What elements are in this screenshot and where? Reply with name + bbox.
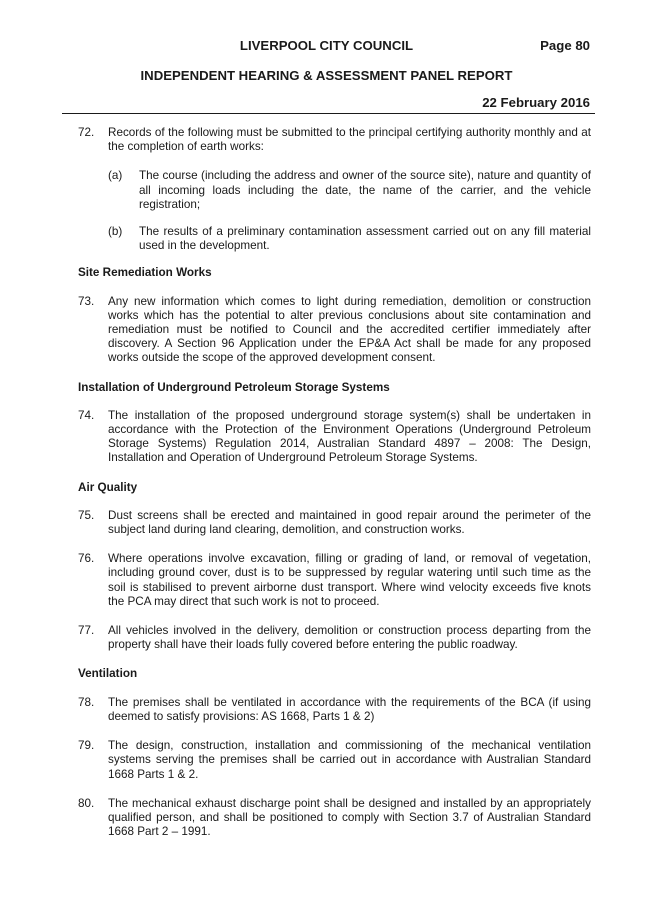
condition-number: 79. — [78, 739, 95, 753]
page-number: Page 80 — [540, 38, 590, 53]
condition-number: 72. — [78, 126, 95, 139]
condition-73 — [78, 295, 591, 366]
condition-text: Where operations involve excavation, filling or grading of land, or removal of vegetation, including ground cover, dust is to be suppressed by regular watering until such time as the soil is stabilised to prevent airborne dust transport. Where wind velocity exceeds five knots the PCA may direct that such work is not to proceed. — [108, 552, 591, 608]
section-heading-air-quality: Air Quality — [78, 480, 138, 494]
condition-number: 73. — [78, 294, 95, 308]
condition-75 — [78, 509, 591, 537]
section-heading-ventilation: Ventilation — [78, 667, 138, 681]
condition-number: 78. — [78, 695, 95, 709]
condition-text: Records of the following must be submitted to the principal certifying authority monthly and at the completion of earth works: — [108, 126, 591, 154]
condition-77 — [78, 624, 591, 652]
condition-text: The premises shall be ventilated in accordance with the requirements of the BCA (if using deemed to satisfy provisions: AS 1668, Parts 1 & 2) — [108, 695, 591, 723]
condition-80 — [78, 797, 591, 840]
sub-item-label: (b) — [108, 225, 123, 239]
condition-number: 76. — [78, 552, 95, 566]
report-date: 22 February 2016 — [482, 95, 590, 110]
section-heading-petroleum: Installation of Underground Petroleum Storage Systems — [78, 380, 390, 394]
section-heading-site-remediation: Site Remediation Works — [78, 266, 212, 280]
sub-item-text: The course (including the address and owner of the source site), nature and quantity of all incoming loads including the date, the name of the carrier, and the vehicle registration; — [139, 169, 591, 211]
condition-text: Any new information which comes to light during remediation, demolition or construction works which has the potential to alter previous conclusions about site contamination and remediation must be notified to Council and the accredited certifier immediately after discovery. A Section 96 Application under the EP&A Act shall be made for any proposed works outside the scope of the approved development consent. — [108, 294, 591, 365]
sub-item-b — [108, 225, 591, 253]
condition-text: The mechanical exhaust discharge point shall be designed and installed by an appropriately qualified person, and shall be positioned to comply with Section 3.7 of Australian Standard 1668 Part 2 – 1991. — [108, 796, 591, 839]
condition-number: 74. — [78, 408, 95, 422]
council-name: LIVERPOOL CITY COUNCIL — [239, 38, 414, 53]
condition-text: Dust screens shall be erected and maintained in good repair around the perimeter of the subject land during land clearing, demolition, and construction works. — [108, 508, 591, 537]
condition-78 — [78, 696, 591, 724]
sub-item-text: The results of a preliminary contamination assessment carried out on any fill material used in the development. — [139, 225, 591, 253]
sub-item-a — [108, 169, 591, 212]
header-divider — [62, 113, 595, 114]
condition-79 — [78, 739, 591, 782]
condition-number: 80. — [78, 796, 95, 810]
condition-72 — [78, 126, 591, 154]
condition-text: The design, construction, installation and commissioning of the mechanical ventilation systems serving the premises shall be carried out in accordance with Australian Standard 1668 Parts 1 & 2. — [108, 739, 591, 781]
condition-76 — [78, 552, 591, 609]
condition-text: The installation of the proposed underground storage system(s) shall be undertaken in accordance with the Protection of the Environment Operations (Underground Petroleum Storage Systems) Regulation 2014, Australian Standard 4897 – 2008: The Design, Installation and Operation of Underground Petroleum Storage Systems. — [108, 408, 591, 465]
condition-number: 77. — [78, 624, 95, 638]
condition-number: 75. — [78, 508, 95, 522]
condition-74 — [78, 409, 591, 466]
report-title: INDEPENDENT HEARING & ASSESSMENT PANEL REPORT — [140, 68, 513, 83]
document-body — [78, 126, 591, 854]
condition-text: All vehicles involved in the delivery, demolition or construction process departing from the property shall have their loads fully covered before entering the public roadway. — [108, 624, 591, 652]
sub-item-label: (a) — [108, 169, 123, 183]
